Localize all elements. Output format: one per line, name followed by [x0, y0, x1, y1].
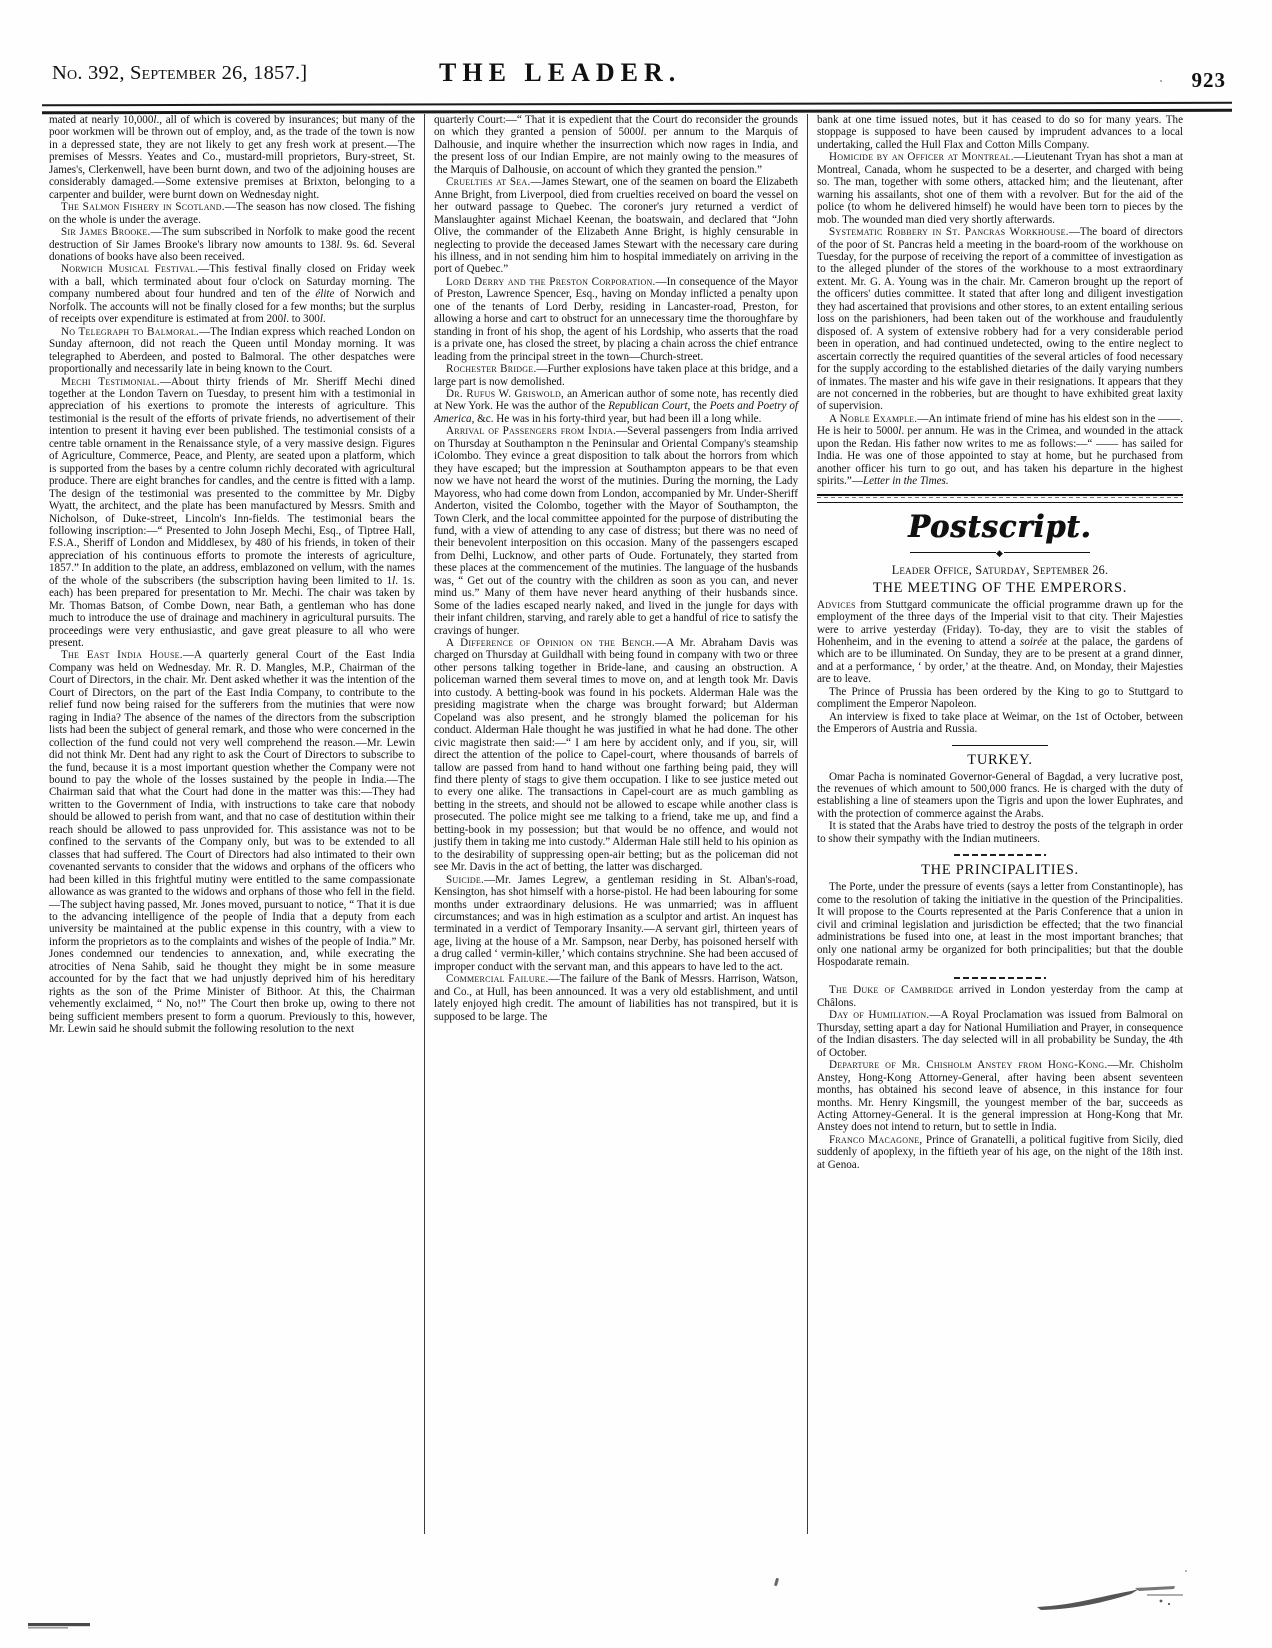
- scan-speck: [1185, 1570, 1187, 1572]
- article-paragraph: Arrival of Passengers from India.—Several passengers from India arrived on Thursday at Southampton n the Peninsular and Oriental Company's steamship iColombo. They evince a great disposition to talk about the horrors from which they have escaped; but the impression at Southampton appears to be that even now we have not heard the worst of the mutinies. During the morning, the Lady Mayoress, who had come down from London, accompanied by Mr. Under-Sheriff Anderton, visited the Colombo, together with the Mayor of Southampton, the Town Clerk, and the local committee appointed for the purpose of distributing the fund, with a view of attending to any case of distress; but there was no need of their benevolent interposition on this occasion. Many of the passengers escaped from Delhi, Lucknow, and other parts of Oude. Fortunately, they started from these places at the commencement of the mutinies. The language of the husbands was, “ Get out of the country with the children as soon as you can, and never mind us.” Many of them have never heard anything of their husbands since. Some of the ladies escaped nearly naked, and lived in the jungle for days with their infant children, starving, and rarely able to get a handful of rice to satisfy the cravings of hunger.: [434, 425, 798, 637]
- article-paragraph: bank at one time issued notes, but it has ceased to do so for many years. The stoppage is supposed to have been caused by imprudent advances to a local undertaking, called the Hull Flax and Cotton Mills Company.: [817, 114, 1183, 151]
- article-headword: Day of Humiliation.: [829, 1009, 930, 1022]
- postscript-paragraph: The Prince of Prussia has been ordered by the King to go to Stuttgard to compliment the Emperor Napoleon.: [817, 685, 1183, 711]
- article-headword: Advices: [817, 598, 856, 611]
- section-heading: THE PRINCIPALITIES.: [921, 862, 1079, 879]
- column-container: [40, 114, 1236, 1534]
- article-headword: Homicide by an Officer at Montreal.: [829, 151, 1014, 164]
- article-headword: Cruelties at Sea.: [446, 176, 531, 189]
- postscript-paragraph: The Duke of Cambridge arrived in London yesterday from the camp at Châlons.: [817, 984, 1183, 1009]
- issue-line: No. 392, September 26, 1857.]: [52, 62, 308, 84]
- article-paragraph: Mechi Testimonial.—About thirty friends of Mr. Sheriff Mechi dined together at the London Tavern on Tuesday, to present him with a testimonial in appreciation of his exertions to promote the interests of agriculture. This testimonial is the result of the efforts of private friends, no advertisement of their intention to present it having ever been published. The testimonial consists of a centre table ornament in the Renaissance style, of a very massive design. Figures of Agriculture, Commerce, Peace, and Plenty, are seated upon a platform, which is supported from the bases by a centre column richly decorated with agricultural produce. There are eight branches for candles, and the centre is fitted with a lamp. The design of the testimonial was presented to the committee by Mr. Digby Wyatt, the architect, and the plate has been manufactured by Messrs. Smith and Nicholson, of Duke-street, Lincoln's Inn-fields. The testimonial bears the following inscription:—“ Presented to John Joseph Mechi, Esq., of Tiptree Hall, F.S.A., Sheriff of London and Middlesex, by 480 of his friends, in token of their appreciation of his continuous efforts to promote the interests of agriculture, 1857.” In addition to the plate, an address, emblazoned on vellum, with the names of the whole of the subscribers (the subscription having been limited to 1l. 1s. each) has been prepared for presentation to Mr. Mechi. The chair was taken by Mr. Thomas Batson, of Combe Down, near Bath, a gentleman who has done much to introduce the use of drainage and machinery in agricultural pursuits. The proceedings were very enthusiastic, and gave great pleasure to all who were present.: [49, 375, 415, 650]
- article-paragraph: The East India House.—A quarterly general Court of the East India Company was held on Wednesday. Mr. R. D. Mangles, M.P., Chairman of the Court of Directors, in the chair. Mr. Dent asked whether it was the intention of the Court of Directors, on the part of the East India Company, to contribute to the relief fund now being raised for the sufferers from the mutinies that were now raging in India? The absence of the names of the directors from the subscription lists had been the subject of general remark, and those who were concerned in the collection of the fund could not very well comprehend the reason.—Mr. Lewin did not think Mr. Dent had any right to ask the Court of Directors to subscribe to the fund, because it is a most important question whether the Company were not bound to pay the whole of the losses sustained by the people in India.—The Chairman said that what the Court had done in the matter was this:—They had written to the Government of India, with instructions to take care that nobody should be allowed to perish from want, and that no case of destitution within their reach should be allowed to pass unprovided for. This assistance was not to be confined to the servants of the Company only, but was to be extended to all classes that had suffered. The Court of Directors had also intimated to their own covenanted servants to consider that the widows and orphans of the officers who had been killed in this frightful mutiny were entitled to the same compassionate allowance as was granted to the widows and orphans of those who fell in the field.—The subject having passed, Mr. Jones moved, pursuant to notice, “ That it is due to the advancing intelligence of the people of India that a deputy from each university be maintained at the public expense in this country, with a view to inform the proprietors as to the complaints and wishes of the people of India.” Mr. Jones condemned our tendencies to annexation, and, while execrating the atrocities of Nena Sahib, said he thought they might be in some measure accounted for by the fact that we had unjustly deprived him of his hereditary rights as the son of the Prime Minister of Bithoor. At this, the Chairman vehemently exclaimed, “ No, no!” The Court then broke up, owing to there not being sufficient members present to form a quorum. Previously to this, however, Mr. Lewin said he should submit the following resolution to the next: [49, 649, 415, 1036]
- section-heading: TURKEY.: [967, 751, 1033, 768]
- postscript-block: [817, 494, 1183, 1172]
- ink-fade-overlay-left: [40, 1384, 190, 1534]
- article-headword: The Salmon Fishery in Scotland.: [61, 201, 225, 214]
- article-paragraph: No Telegraph to Balmoral.—The Indian express which reached London on Sunday afternoon, did not reach the Queen until Monday morning. It was telegraphed to Aberdeen, and posted to Balmoral. The other despatches were proportionally and necessarily late in being known to the Court.: [49, 325, 415, 376]
- postscript-top-rule: [817, 494, 1183, 503]
- article-headword: Dr. Rufus W. Griswold,: [446, 387, 565, 400]
- ink-fade-overlay: [40, 1344, 424, 1534]
- article-paragraph: Norwich Musical Festival.—This festival finally closed on Friday week with a ball, which terminated about four o'clock on Saturday morning. The company numbered about four hundred and ten of the élite of Norwich and Norfolk. The accounts will not be finally closed for a few months; but the surplus of receipts over expenditure is estimated at from 200l. to 300l.: [49, 263, 415, 326]
- article-headword: Departure of Mr. Chisholm Anstey from Hong-Kong.: [829, 1059, 1108, 1072]
- article-headword: Commercial Failure.: [446, 973, 549, 986]
- article-paragraph: A Difference of Opinion on the Bench.—A Mr. Abraham Davis was charged on Thursday at Guildhall with being found in company with two or three other persons talking together in Bride-lane, and causing an obstruction. A policeman warned them several times to move on, and at length took Mr. Davis into custody. A betting-book was found in his pockets. Alderman Hale was the presiding magistrate when the charge was brought forward; but Alderman Copeland was also present, and he strongly blamed the policeman for his conduct. Alderman Hale thought he was justified in what he had done. The other civic magistrate then said:—“ I am here by accident only, and if you, sir, will direct the attention of the police to Capel-court, where thousands of barrels of tallow are passed from hand to hand without one farthing being paid, they will find there plenty of stags to give them occupation. I like to see justice meted out to every one alike. The transactions in Capel-court are as much gambling as betting in the streets, and should not be allowed to escape while another class is prosecuted. The police might see me talking to a friend, take me up, and find a betting-book in my possession; but that would be no offence, and would not justify them in taking me into custody.” Alderman Hale still held to his opinion as to the desirability of suppressing open-air betting; but as the policeman did not see Mr. Davis in the act of betting, the latter was discharged.: [434, 637, 798, 874]
- article-headword: Arrival of Passengers from India.: [446, 425, 617, 438]
- postscript-paragraph: Franco Macagone, Prince of Granatelli, a political fugitive from Sicily, died suddenly of apoplexy, in the fiftieth year of his age, on the night of the 18th inst. at Genoa.: [817, 1133, 1183, 1171]
- article-paragraph: Lord Derry and the Preston Corporation.—In consequence of the Mayor of Preston, Lawrence Spencer, Esq., having on Monday inflicted a penalty upon one of the tenants of Lord Derby, residing in Lancaster-road, Preston, for allowing a horse and cart to obstruct for an unnecessary time the thoroughfare by standing in front of his shop, the agent of his Lordship, who asserts that the road is a private one, has closed the street, by placing a chain across the chief entrance leading from the principal street in the town—Church-street.: [434, 275, 798, 363]
- article-headword: The East India House.: [61, 649, 183, 662]
- postscript-paragraph: The Porte, under the pressure of events (says a letter from Constantinople), has come to the resolution of taking the initiative in the question of the Principalities. It will propose to the Courts represented at the Paris Conference that a union in civil and criminal legislation and jurisdiction be effected; that the two financial administrations be fused into one, at least in the most important branches; that only one national army be organized for both principalities; but that the double Hospodarate remain.: [817, 881, 1183, 969]
- dateline-text: Leader Office, Saturday, September 26.: [891, 562, 1109, 577]
- section-divider-rule: [954, 977, 1046, 979]
- article-headword: Systematic Robbery in St. Pancras Workhouse.: [829, 226, 1069, 239]
- article-paragraph: Sir James Brooke.—The sum subscribed in Norfolk to make good the recent destruction of Sir James Brooke's library now amounts to 138l. 9s. 6d. Several donations of books have also been received.: [49, 226, 415, 263]
- masthead-rule: [42, 102, 1232, 114]
- article-headword: A Difference of Opinion on the Bench.: [446, 637, 656, 650]
- article-paragraph: Dr. Rufus W. Griswold, an American author of some note, has recently died at New York. He was the author of the Republican Court, the Poets and Poetry of America, &c. He was in his forty-third year, but had been ill a long while.: [434, 387, 799, 425]
- article-paragraph: Systematic Robbery in St. Pancras Workhouse.—The board of directors of the poor of St. Pancras held a meeting in the board-room of the workhouse on Tuesday, for the purpose of receiving the report of a committee of investigation as to the alleged plunder of the stores of the workhouse to a most extraordinary extent. Mr. G. A. Young was in the chair. Mr. Cameron brought up the report of the officers' duties committee. It stated that after long and diligent investigation they had ascertained that provisions and other stores, to an extent entailing serious loss on the parishioners, had been taken out of the workhouse and fraudulently disposed of. A system of extensive robbery had for a very considerable period been in operation, and had continued undetected, owing to the entire neglect to ascertain correctly the required quantities of the several articles of food necessary for the supply according to the established dietaries of the daily varying numbers of inmates. The master and his wife gave in their resignations. It appears that they are not concerned in the robberies, but are thought to have exhibited great laxity of supervision.: [817, 226, 1183, 413]
- article-headword: Mechi Testimonial.: [61, 375, 160, 388]
- column-3: [808, 114, 1192, 1534]
- section-heading: THE MEETING OF THE EMPERORS.: [872, 579, 1128, 596]
- article-paragraph: Cruelties at Sea.—James Stewart, one of the seamen on board the Elizabeth Anne Bright, from Liverpool, died from cruelties received on board the vessel on her outward passage to Quebec. The coroner's jury returned a verdict of Manslaughter against Michael Keenan, the boatswain, and declared that “John Olive, the commander of the Elizabeth Anne Bright, is highly censurable in neglecting to provide the deceased James Stewart with the necessary care during his illness, and in not sending him him to hospital immediately on arriving in the port of Quebec.”: [434, 176, 799, 276]
- article-headword: Franco Macagone,: [829, 1133, 923, 1146]
- article-headword: A Noble Example.: [829, 412, 918, 425]
- postscript-paragraph: Departure of Mr. Chisholm Anstey from Hong-Kong.—Mr. Chisholm Anstey, Hong-Kong Attorney-General, after having been absent seventeen months, has obtained his second leave of absence, in this instance for four months. Mr. Henry Kingsmill, the youngest member of the bar, succeeds as Acting Attorney-General. It is the general impression at Hong-Kong that Mr. Anstey does not intend to return, but to settle in India.: [817, 1059, 1183, 1134]
- scan-smudge-bottom-left: [28, 1618, 98, 1634]
- masthead: [44, 58, 1230, 104]
- article-paragraph: mated at nearly 10,000l., all of which is covered by insurances; but many of the poor workmen will be thrown out of employ, and, as the trade of the town is now in a depressed state, they are not likely to get any fresh work at present.—The premises of Messrs. Yeates and Co., mustard-mill proprietors, Bury-street, St. James's, Clerkenwell, have been burnt down, and two of the adjoining houses are considerably damaged.—Some extensive premises at Brixton, belonging to a carpenter and builder, were burnt down on Wednesday night.: [49, 114, 415, 201]
- scan-speck: [774, 1578, 779, 1587]
- postscript-paragraph: Omar Pacha is nominated Governor-General of Bagdad, a very lucrative post, the revenues of which amount to 500,000 francs. He is charged with the duty of establishing a line of steamers upon the Tigris and upon the lower Euphrates, and with the protection of commerce against the Arabs.: [817, 770, 1183, 820]
- article-headword: Sir James Brooke.: [61, 226, 151, 239]
- article-paragraph: The Salmon Fishery in Scotland.—The season has now closed. The fishing on the whole is under the average.: [49, 201, 415, 226]
- column-2: [424, 114, 808, 1534]
- article-paragraph: Homicide by an Officer at Montreal.—Lieutenant Tryan has shot a man at Montreal, Canada, whom he suspected to be a deserter, and charged with being so. The man, together with some others, attacked him; and the lieutenant, after warning his assailants, shot one of them with a revolver. But for the aid of the police (to whom he delivered himself) he would have been torn to pieces by the mob. The wounded man died very shortly afterwards.: [817, 151, 1183, 226]
- article-headword: Lord Derry and the Preston Corporation.: [446, 275, 656, 288]
- article-headword: The Duke of Cambridge: [829, 984, 954, 997]
- section-divider-rule: [952, 745, 1048, 746]
- article-paragraph: Suicide.—Mr. James Legrew, a gentleman residing in St. Alban's-road, Kensington, has shot himself with a horse-pistol. He had been labouring for some months under extraordinary delusions. He was unmarried; was in affluent circumstances; and was in high estimation as a sculptor and artist. An inquest has terminated in a verdict of Temporary Insanity.—A servant girl, thirteen years of age, living at the house of a Mr. Sampson, near Derby, has poisoned herself with a drug called ‘ vermin-killer,’ which contains strychnine. She had been accused of improper conduct with the servant man, and this appears to have led to the act.: [434, 873, 798, 973]
- article-headword: Rochester Bridge.: [446, 363, 537, 376]
- article-paragraph: quarterly Court:—“ That it is expedient that the Court do reconsider the grounds on which they granted a pension of 5000l. per annum to the Marquis of Dalhousie, and inquire whether the insurrection which now rages in India, and the present loss of our Indian Empire, are not mainly owing to the measures of the Marquis of Dalhousie, on account of which they granted the pension.”: [434, 114, 799, 176]
- article-headword: Norwich Musical Festival.: [61, 263, 199, 276]
- article-paragraph: Rochester Bridge.—Further explosions have taken place at this bridge, and a large part is now demolished.: [434, 363, 798, 388]
- postscript-paragraph: Advices from Stuttgard communicate the official programme drawn up for the employment of the three days of the Imperial visit to that city. Their Majesties were to arrive yesterday (Friday). To-day, they are to visit the stables of Hohenheim, and in the evening to attend a soirée at the palace, the gardens of which are to be illuminated. On Sunday, they are to be present at a grand dinner, and at a performance, ‘ by order,’ at the theatre. And, on Monday, their Majesties are to leave.: [817, 598, 1183, 686]
- scan-smudge-bottom-right: [1035, 1585, 1185, 1611]
- article-headword: No Telegraph to Balmoral.: [61, 325, 200, 338]
- page-title: THE LEADER.: [439, 58, 682, 87]
- column-1: [40, 114, 424, 1534]
- article-paragraph: Commercial Failure.—The failure of the Bank of Messrs. Harrison, Watson, and Co., at Hull, has been announced. It was a very old establishment, and until lately enjoyed high credit. The amount of liabilities has not transpired, but it is supposed to be large. The: [434, 973, 798, 1023]
- postscript-title: Postscript.: [908, 508, 1092, 545]
- page-number: 923: [1191, 68, 1226, 92]
- section-divider-rule: [954, 854, 1046, 856]
- postscript-dateline: [817, 562, 1183, 578]
- article-headword: Suicide.: [446, 873, 485, 886]
- article-paragraph: A Noble Example.—An intimate friend of mine has his eldest son in the ——. He is heir to 5000l. per annum. He was in the Crimea, and wounded in the attack upon the Redan. His father now writes to me as follows:—“ —— has sailed for India. He was one of those appointed to stay at home, but he purchased from another officer his turn to go out, and has taken his departure in the highest spirits.”—Letter in the Times.: [817, 412, 1183, 488]
- postscript-paragraph: An interview is fixed to take place at Weimar, on the 1st of October, between the Emperors of Austria and Russia.: [817, 710, 1183, 736]
- postscript-paragraph: It is stated that the Arabs have tried to destroy the posts of the telgraph in order to show their sympathy with the Indian mutineers.: [817, 820, 1183, 845]
- postscript-paragraph: Day of Humiliation.—A Royal Proclamation was issued from Balmoral on Thursday, setting apart a day for National Humiliation and Prayer, in consequence of the Indian disasters. The day selected will in all probability be Sunday, the 4th of October.: [817, 1009, 1183, 1059]
- postscript-ornament: ◆: [817, 548, 1183, 558]
